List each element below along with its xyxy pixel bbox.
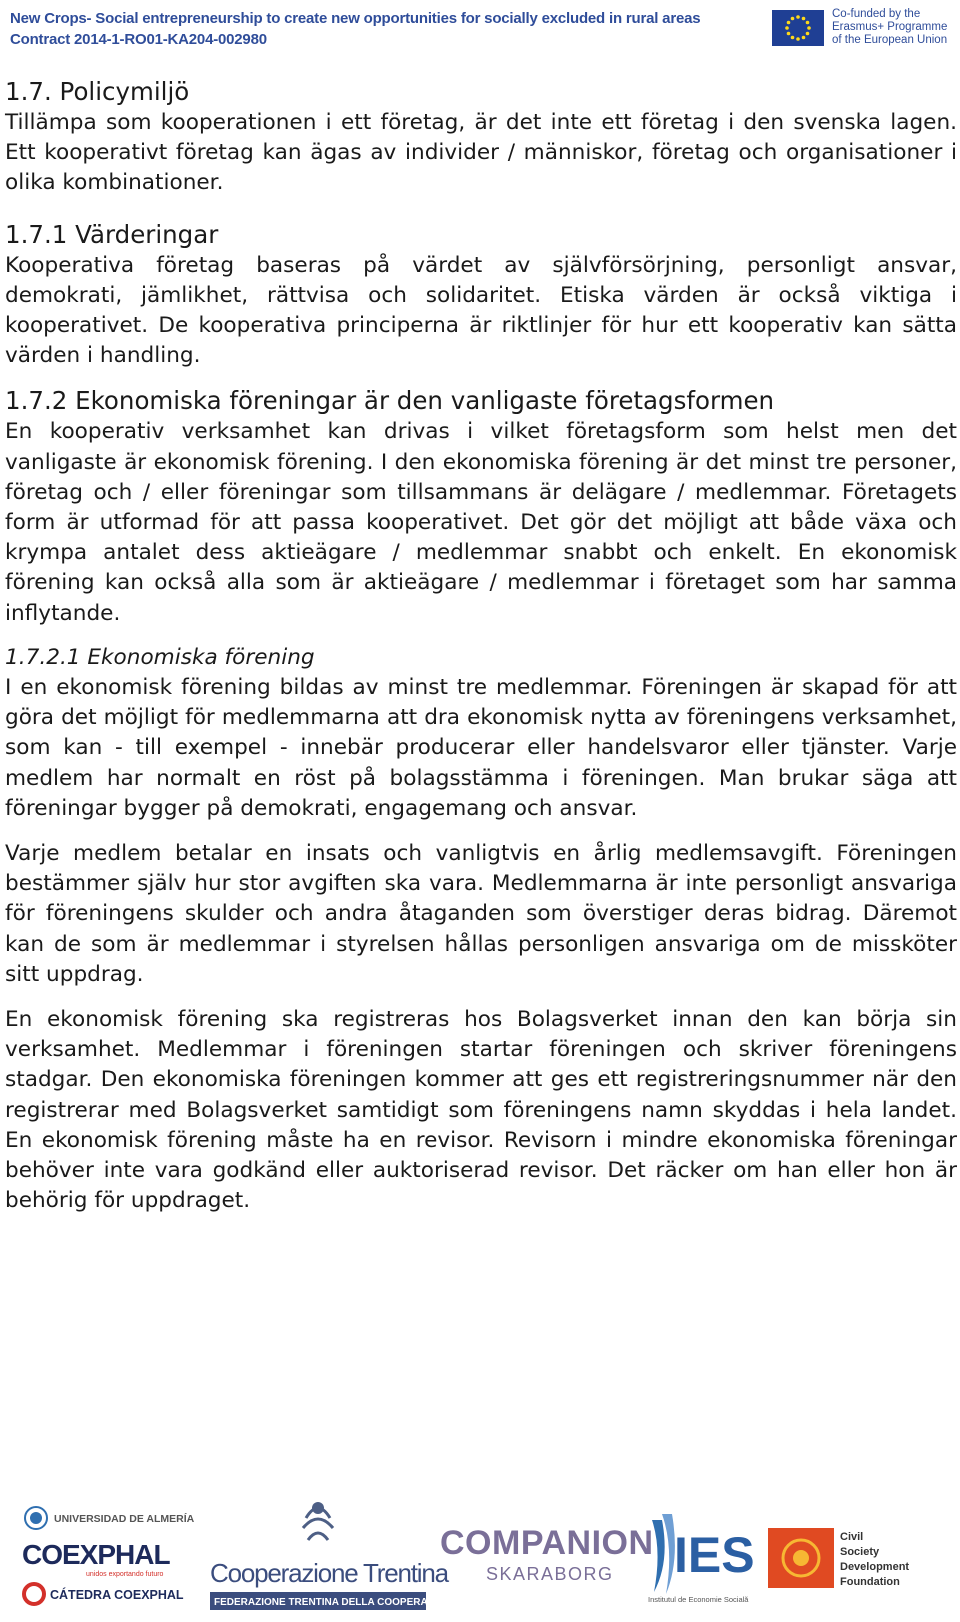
svg-text:Cooperazione Trentina: Cooperazione Trentina (210, 1558, 448, 1588)
svg-text:Society: Society (840, 1546, 880, 1558)
section-heading-1-7-1: 1.7.1 Värderingar (5, 219, 219, 249)
project-title: New Crops- Social entrepreneurship to create new opportunities for socially excluded in rural areas (10, 10, 701, 27)
svg-text:Foundation: Foundation (840, 1576, 900, 1588)
svg-text:FEDERAZIONE TRENTINA DELLA COO: FEDERAZIONE TRENTINA DELLA COOPERAZIONE (214, 1597, 459, 1608)
section-heading-1-7-2-1: 1.7.2.1 Ekonomiska förening (5, 644, 315, 670)
svg-text:UNIVERSIDAD DE ALMERÍA: UNIVERSIDAD DE ALMERÍA (54, 1513, 195, 1525)
svg-text:CÁTEDRA COEXPHAL: CÁTEDRA COEXPHAL (50, 1588, 184, 1602)
paragraph: En ekonomisk förening ska registreras hos Bolagsverket innan den kan börja sin verksamhet. Medlemmar i föreningen startar föreningen och skriver föreningens stadgar. Den ekonomiska föreningen kommer att ges ett registreringsnummer när den registrerar med Bolagsverket samtidigt som föreningens namn skyddas i hela landet. En ekonomisk förening måste ha en revisor. Revisorn i mindre ekonomiska föreningar behöver inte vara godkänd eller auktoriserad revisor. Det räcker om han eller hon är behörig för uppdraget. (5, 1007, 957, 1214)
coexphal-logo (20, 1506, 200, 1618)
paragraph: I en ekonomisk förening bildas av minst tre medlemmar. Föreningen är skapad för att göra det möjligt för medlemmarna att dra ekonomisk nytta av föreningens verksamhet, som kan - till exempel - innebär producerar eller handelsvaror eller tjänster. Varje medlem har normalt en röst på bolagsstämma i föreningen. Man brukar säga att föreningar bygger på demokrati, engagemang och ansvar. (5, 675, 957, 821)
section-heading-1-7-2: 1.7.2 Ekonomiska föreningar är den vanligaste företagsformen (5, 386, 775, 416)
cooperazione-trentina-logo (208, 1496, 459, 1620)
csdf-logo (768, 1524, 918, 1594)
paragraph: Kooperativa företag baseras på värdet av självförsörjning, personligt ansvar, demokrati, jämlikhet, rättvisa och solidaritet. Etiska värden är också viktiga i kooperativet. De kooperativa principerna är riktlinjer för hur ett kooperativ kan sätta värden i handling. (5, 252, 957, 369)
eu-funding-label: Co-funded by the Erasmus+ Programme of the European Union (832, 8, 948, 46)
paragraph: En kooperativ verksamhet kan drivas i vilket företagsform som helst men det vanligaste är ekonomisk förening. I den ekonomiska förening är det minst tre personer, företag och / eller föreningar som tillsammans är delägare / medlemmar. Företagets form är utformad för att passa kooperativet. Det gör det möjligt att både växa och krympa antalet dess aktieägare / medlemmar snabbt och enkelt. En ekonomisk förening kan också alla som är aktieägare / medlemmar i företaget som har samma inflytande. (5, 419, 957, 626)
svg-text:Institutul de Economie Socială: Institutul de Economie Socială (648, 1595, 749, 1604)
page-header (0, 0, 960, 62)
ies-logo (648, 1500, 760, 1612)
svg-text:Civil: Civil (840, 1531, 864, 1543)
svg-text:unidos exportando futuro: unidos exportando futuro (86, 1571, 164, 1578)
svg-text:COEXPHAL: COEXPHAL (22, 1539, 170, 1570)
companion-skaraborg-logo (440, 1518, 654, 1588)
paragraph: Varje medlem betalar en insats och vanligtvis en årlig medlemsavgift. Föreningen bestämmer själv hur stor avgiften ska vara. Medlemmarna är inte personligt ansvariga för föreningens skulder och andra åtaganden som överstiger deras bidrag. Däremot kan de som är medlemmar i styrelsen hållas personligen ansvariga om de missköter sitt uppdrag. (5, 841, 957, 987)
partner-logos (0, 1496, 960, 1622)
document-body (5, 76, 957, 1217)
svg-text:Development: Development (840, 1561, 910, 1573)
svg-text:COMPANION: COMPANION (440, 1524, 654, 1562)
section-heading-1-7: 1.7. Policymiljö (5, 77, 190, 106)
paragraph: Tillämpa som kooperationen i ett företag, är det inte ett företag i den svenska lagen. Ett kooperativt företag kan ägas av individer / människor, företag och organisationer i olika kombinationer. (5, 110, 957, 196)
svg-text:IES: IES (674, 1527, 755, 1583)
eu-flag-icon (772, 10, 824, 46)
svg-text:SKARABORG: SKARABORG (486, 1564, 614, 1584)
contract-number: Contract 2014-1-RO01-KA204-002980 (10, 31, 267, 48)
